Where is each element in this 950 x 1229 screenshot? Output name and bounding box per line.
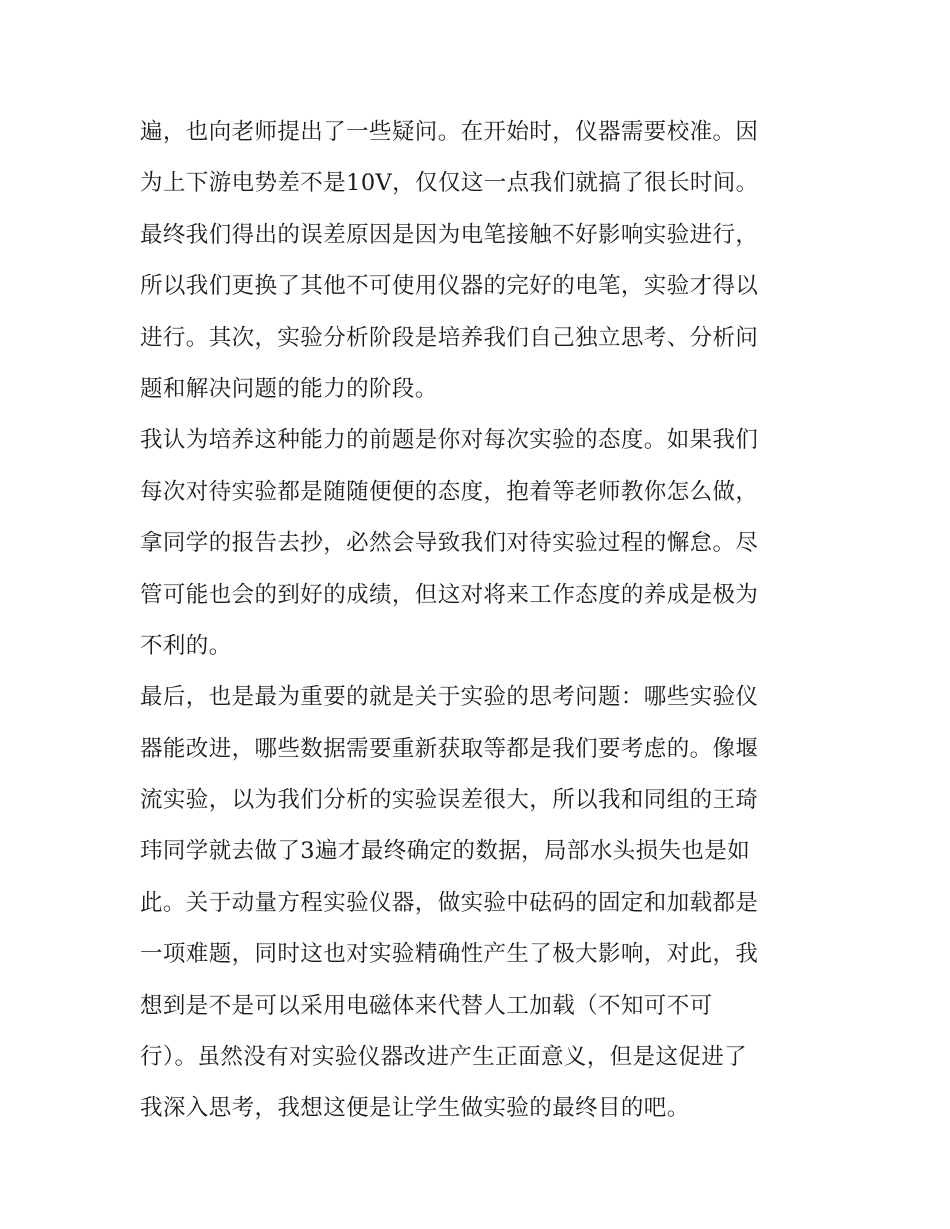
text-line: 流实验，以为我们分析的实验误差很大，所以我和同组的王琦 xyxy=(140,787,759,814)
text-line: 行）。虽然没有对实验仪器改进产生正面意义，但是这促进了 xyxy=(140,1044,748,1071)
text-line: 器能改进，哪些数据需要重新获取等都是我们要考虑的。像堰 xyxy=(140,735,759,762)
text-line: 拿同学的报告去抄，必然会导致我们对待实验过程的懈怠。尽 xyxy=(140,530,759,557)
text-line: 题和解决问题的能力的阶段。 xyxy=(140,375,438,402)
text-line: 玮同学就去做了3遍才最终确定的数据，局部水头损失也是如 xyxy=(140,838,751,865)
text-line: 我深入思考，我想这便是让学生做实验的最终目的吧。 xyxy=(140,1095,690,1122)
text-line: 最后，也是最为重要的就是关于实验的思考问题：哪些实验仪 xyxy=(140,684,759,711)
body-text xyxy=(140,107,820,1135)
text-line: 想到是不是可以采用电磁体来代替人工加载（不知可不可 xyxy=(140,992,713,1019)
text-line: 此。关于动量方程实验仪器，做实验中砝码的固定和加载都是 xyxy=(140,889,759,916)
text-line: 所以我们更换了其他不可使用仪器的完好的电笔，实验才得以 xyxy=(140,273,759,300)
text-line: 每次对待实验都是随随便便的态度，抱着等老师教你怎么做， xyxy=(140,478,759,505)
text-line: 进行。其次，实验分析阶段是培养我们自己独立思考、分析问 xyxy=(140,324,759,351)
text-line: 为上下游电势差不是10V，仅仅这一点我们就搞了很长时间。 xyxy=(140,170,759,197)
text-line: 最终我们得出的误差原因是因为电笔接触不好影响实验进行， xyxy=(140,221,759,248)
text-line: 一项难题，同时这也对实验精确性产生了极大影响，对此，我 xyxy=(140,941,759,968)
text-line: 我认为培养这种能力的前题是你对每次实验的态度。如果我们 xyxy=(140,427,759,454)
text-line: 不利的。 xyxy=(140,632,232,659)
text-line: 遍，也向老师提出了一些疑问。在开始时，仪器需要校准。因 xyxy=(140,119,759,145)
text-line: 管可能也会的到好的成绩，但这对将来工作态度的养成是极为 xyxy=(140,581,759,608)
